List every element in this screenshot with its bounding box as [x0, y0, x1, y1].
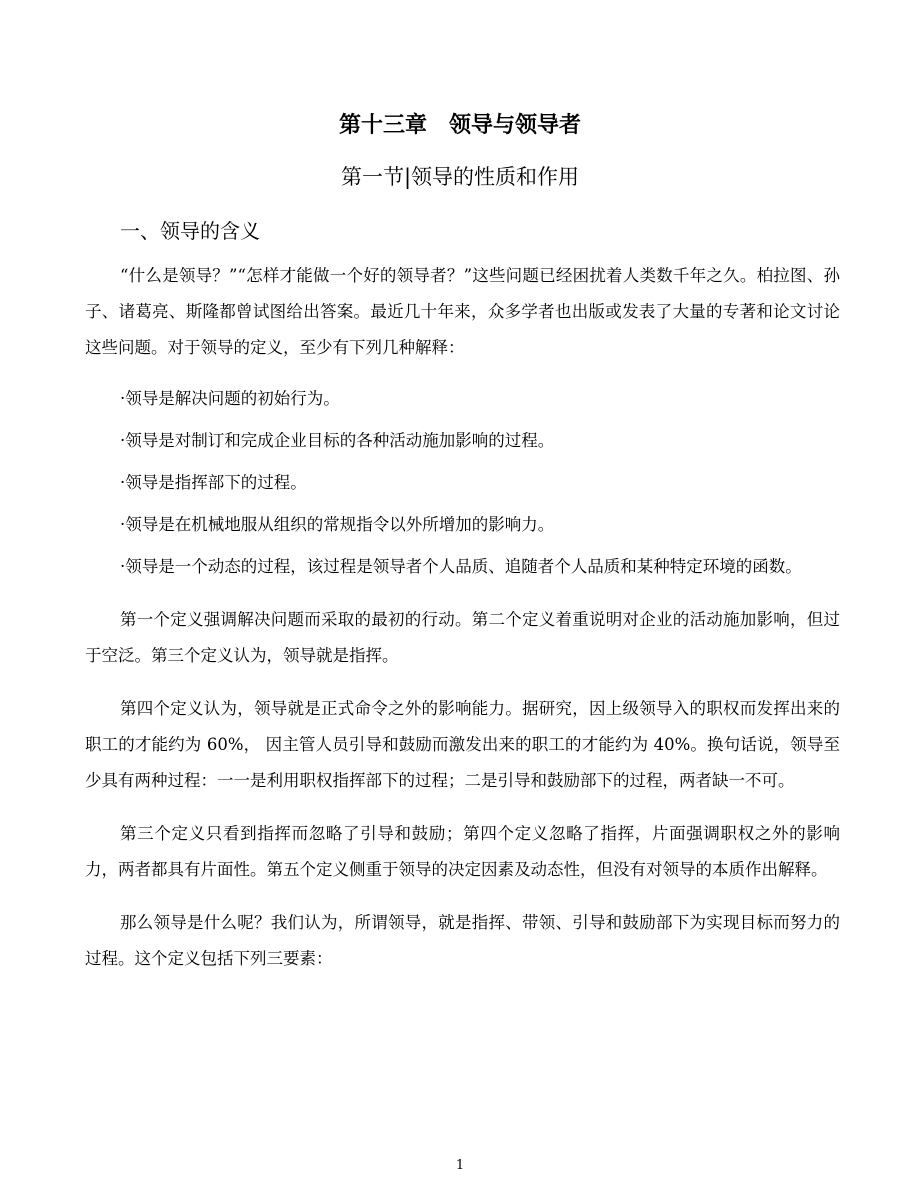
intro-paragraph: “什么是领导？”“怎样才能做一个好的领导者？”这些问题已经困扰着人类数千年之久。柏拉图、孙子、诸葛亮、斯隆都曾试图给出答案。最近几十年来，众多学者也出版或发表了大量的专著和论文讨论这些问题。对于领导的定义，至少有下列几种解释： — [85, 266, 840, 357]
page-number: 1 — [455, 1158, 465, 1173]
body-paragraph: 第一个定义强调解决问题而采取的最初的行动。第二个定义着重说明对企业的活动施加影响，但过于空泛。第三个定义认为，领导就是指挥。 — [85, 610, 840, 665]
body-paragraph: 那么领导是什么呢？我们认为，所谓领导，就是指挥、带领、引导和鼓励部下为实现目标而努力的过程。这个定义包括下列三要素： — [85, 913, 840, 968]
definition-bullet: ·领导是一个动态的过程，该过程是领导者个人品质、追随者个人品质和某种特定环境的函数。 — [120, 557, 802, 576]
subsection-title: 一、领导的含义 — [120, 219, 260, 243]
definition-bullet: ·领导是指挥部下的过程。 — [120, 473, 307, 492]
section-title: 第一节|领导的性质和作用 — [340, 165, 580, 189]
document-body — [85, 258, 840, 977]
definition-bullet: ·领导是在机械地服从组织的常规指令以外所增加的影响力。 — [120, 515, 555, 534]
definition-bullet: ·领导是对制订和完成企业目标的各种活动施加影响的过程。 — [120, 431, 555, 450]
chapter-title: 第十三章 领导与领导者 — [338, 113, 581, 138]
body-paragraph: 第四个定义认为，领导就是正式命令之外的影响能力。据研究，因上级领导入的职权而发挥出来的职工的才能约为 60%， 因主管人员引导和鼓励而激发出来的职工的才能约为 40%。换句话说，领导至少具有两种过程：一一是利用职权指挥部下的过程；二是引导和鼓励部下的过程，两者缺一不可。 — [85, 699, 840, 790]
definition-bullet: ·领导是解决问题的初始行为。 — [120, 389, 340, 408]
body-paragraph: 第三个定义只看到指挥而忽略了引导和鼓励；第四个定义忽略了指挥，片面强调职权之外的影响力，两者都具有片面性。第五个定义侧重于领导的决定因素及动态性，但没有对领导的本质作出解释。 — [85, 824, 840, 879]
